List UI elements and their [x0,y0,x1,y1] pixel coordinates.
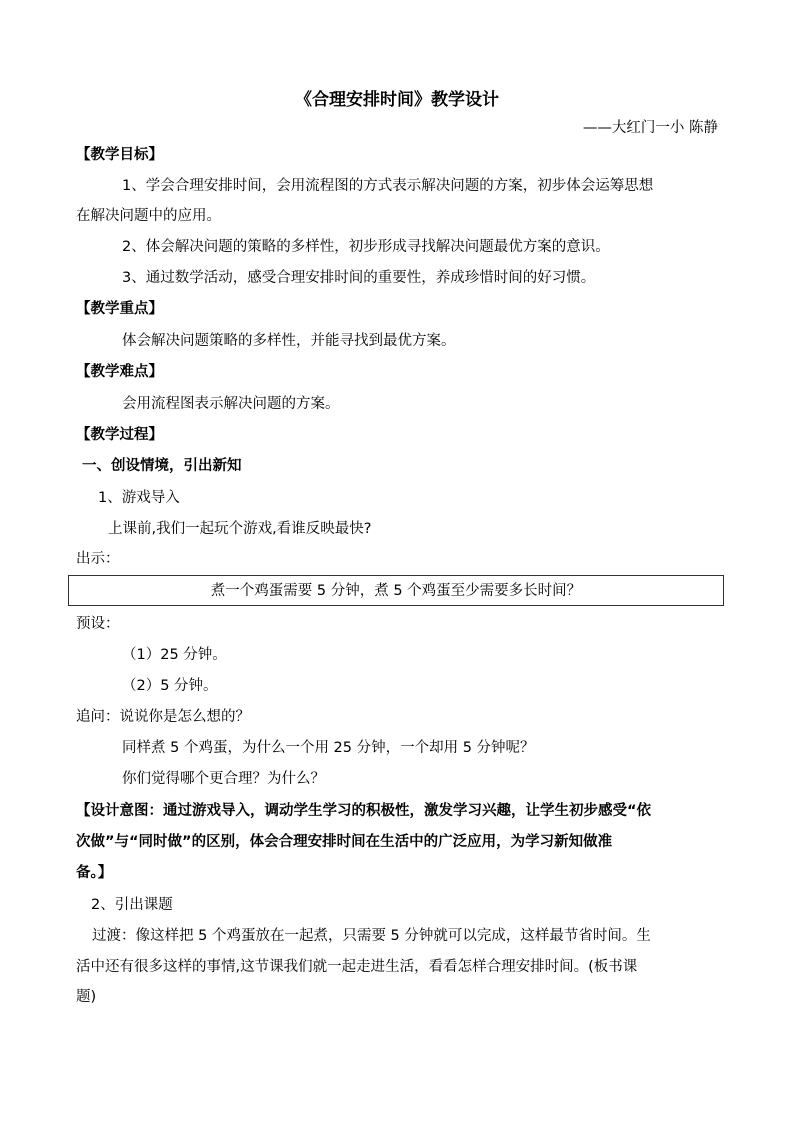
game-intro: 上课前,我们一起玩个游戏,看谁反映最快? [108,521,372,537]
design-intent-line-2: 次做”与“同时做”的区别，体会合理安排时间在生活中的广泛应用，为学习新知做准 [76,834,613,850]
process-header: 【教学过程】 [76,427,163,443]
goal-item-1-line-2: 在解决问题中的应用。 [76,208,221,224]
preset-label: 预设： [76,616,120,632]
part-1-title: 一、创设情境，引出新知 [82,458,242,474]
design-intent-line-3: 备。】 [76,865,113,881]
transition-line-2: 活中还有很多这样的事情,这节课我们就一起走进生活，看看怎样合理安排时间。(板书课 [76,959,638,975]
difficulties-text: 会用流程图表示解决问题的方案。 [122,396,340,412]
difficulties-header: 【教学难点】 [76,364,163,380]
goal-item-1-line-1: 1、学会合理安排时间，会用流程图的方式表示解决问题的方案，初步体会运筹思想 [122,178,654,194]
step-1-title: 1、游戏导入 [98,490,180,506]
transition-line-3: 题) [76,989,97,1005]
goals-header: 【教学目标】 [76,147,163,163]
step-2-title: 2、引出课题 [91,897,173,913]
goal-item-3: 3、通过数学活动，感受合理安排时间的重要性，养成珍惜时间的好习惯。 [122,270,596,286]
goal-item-2: 2、体会解决问题的策略的多样性，初步形成寻找解决问题最优方案的意识。 [122,239,610,255]
key-points-header: 【教学重点】 [76,301,163,317]
question-text: 煮一个鸡蛋需要 5 分钟，煮 5 个鸡蛋至少需要多长时间？ [210,583,582,599]
transition-line-1: 过渡：像这样把 5 个鸡蛋放在一起煮，只需要 5 分钟就可以完成，这样最节省时间。生 [92,928,651,944]
document-title: 《合理安排时间》教学设计 [295,90,499,110]
preset-answer-1: （1）25 分钟。 [122,647,227,663]
show-label: 出示： [76,551,120,567]
followup-question-2: 你们觉得哪个更合理？为什么？ [122,771,325,787]
key-points-text: 体会解决问题策略的多样性，并能寻找到最优方案。 [122,333,456,349]
author-line: ——大红门一小 陈静 [582,120,718,136]
followup-label: 追问：说说你是怎么想的？ [76,709,250,725]
design-intent-line-1: 【设计意图：通过游戏导入，调动学生学习的积极性，激发学习兴趣，让学生初步感受“依 [76,803,652,819]
question-box [68,575,724,606]
preset-answer-2: （2）5 分钟。 [122,678,218,694]
followup-question-1: 同样煮 5 个鸡蛋，为什么一个用 25 分钟，一个却用 5 分钟呢？ [122,740,535,756]
